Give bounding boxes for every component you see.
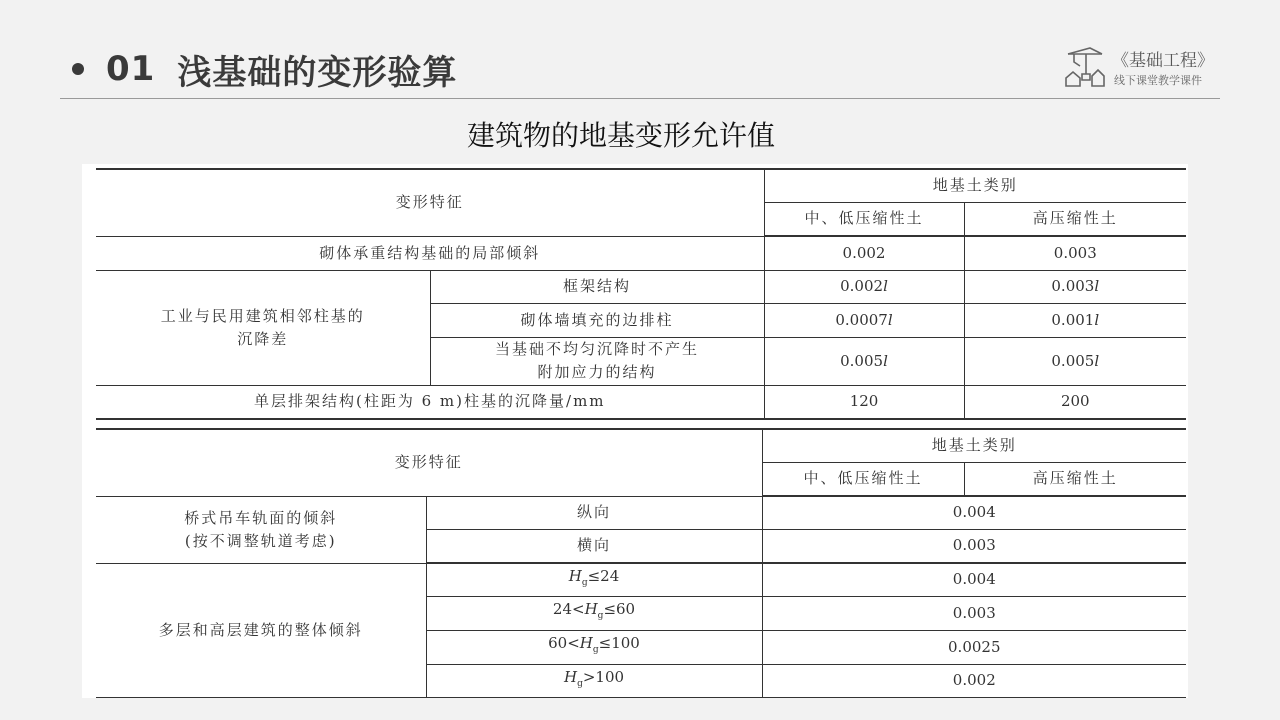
cell-value: 0.001l	[964, 303, 1186, 337]
cell-value: 0.003	[762, 596, 1186, 630]
group-label-line: 工业与民用建筑相邻柱基的	[160, 306, 365, 325]
col-low-compressibility: 中、低压缩性土	[764, 202, 964, 236]
logo-name: 《基础工程》	[1112, 51, 1214, 71]
feature-header: 变形特征	[96, 169, 764, 236]
cell-value: 0.005l	[764, 337, 964, 385]
deformation-table-1	[96, 168, 1186, 420]
row-label: 纵向	[426, 496, 762, 529]
section-number: 01	[106, 49, 156, 89]
col-high-compressibility: 高压缩性土	[964, 202, 1186, 236]
group-label	[96, 270, 430, 385]
row-label: $60<H_g\le 100$	[426, 630, 762, 664]
cell-value: 0.002l	[764, 270, 964, 303]
header-divider	[60, 98, 1220, 99]
cell-value: 0.004	[762, 563, 1186, 596]
deformation-table-2	[96, 428, 1186, 698]
feature-header: 变形特征	[96, 429, 762, 496]
group-label-line: 沉降差	[237, 329, 289, 348]
cell-value: 0.003l	[964, 270, 1186, 303]
cell-value: 0.0007l	[764, 303, 964, 337]
header	[72, 44, 457, 94]
course-logo	[1062, 44, 1222, 90]
deformation-table-figure	[82, 164, 1188, 698]
bullet-dot	[72, 63, 84, 75]
table-caption: 建筑物的地基变形允许值	[466, 119, 775, 152]
cell-value: 0.0025	[762, 630, 1186, 664]
col-low-compressibility: 中、低压缩性土	[762, 462, 964, 496]
cell-value: 0.004	[762, 496, 1186, 529]
row-label: $H_g>100$	[426, 664, 762, 697]
cell-value: 0.003	[762, 529, 1186, 563]
logo-subtitle: 线下课堂教学课件	[1114, 74, 1202, 87]
row-label: 砌体墙填充的边排柱	[430, 303, 764, 337]
group-label: 多层和高层建筑的整体倾斜	[96, 563, 426, 697]
row-label: 框架结构	[430, 270, 764, 303]
cell-value: 0.003	[964, 236, 1186, 270]
crane-icon	[1062, 44, 1108, 90]
group-label: 桥式吊车轨面的倾斜 (按不调整轨道考虑)	[96, 496, 426, 563]
row-label: $24<H_g\le 60$	[426, 596, 762, 630]
row-label: 当基础不均匀沉降时不产生 附加应力的结构	[430, 337, 764, 385]
cell-value: 0.002	[762, 664, 1186, 697]
col-high-compressibility: 高压缩性土	[964, 462, 1186, 496]
soil-type-header: 地基土类别	[762, 429, 1186, 462]
row-label: 砌体承重结构基础的局部倾斜	[96, 236, 764, 270]
row-label: $H_g\le 24$	[426, 563, 762, 596]
cell-value: 0.005l	[964, 337, 1186, 385]
soil-type-header: 地基土类别	[764, 169, 1186, 202]
cell-value: 200	[964, 385, 1186, 419]
row-label: 单层排架结构(柱距为 6 m)柱基的沉降量/mm	[96, 385, 764, 419]
page-title: 浅基础的变形验算	[177, 52, 458, 93]
row-label: 横向	[426, 529, 762, 563]
cell-value: 120	[764, 385, 964, 419]
cell-value: 0.002	[764, 236, 964, 270]
